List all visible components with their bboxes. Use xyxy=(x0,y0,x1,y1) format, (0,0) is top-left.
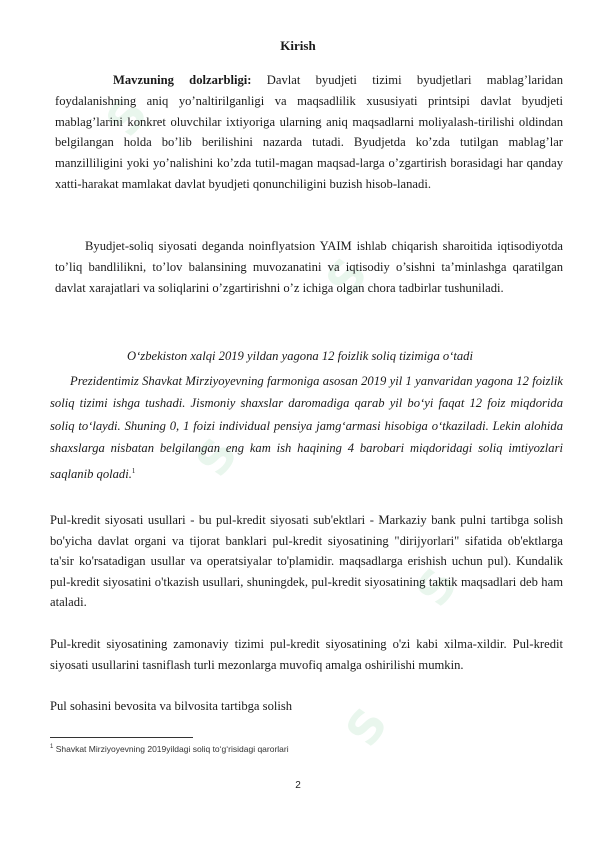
watermark-logo: S xyxy=(314,247,379,307)
watermark-logo: S xyxy=(334,697,399,757)
quote-text: Prezidentimiz Shavkat Mirziyoyevning farmoniga asosan 2019 yil 1 yanvaridan yagona 12 foizlik soliq tizimi ishga tushadi. Jismoniy shaxslar daromadiga qarab yil bo‘yi faqat 12 foiz miqdorida soliq to‘laydi. Shuning 0, 1 foizi individual pensiya jamg‘armasi hisobiga o‘tkaziladi. Lekin alohida shaxslarga nisbatan belgilangan eng kam ish haqining 4 barobari miqdoridagi soliq imtiyozlari saqlanib qoladi. xyxy=(50,374,563,481)
intro-paragraph xyxy=(55,70,563,195)
paragraph-monetary-system: Pul-kredit siyosatining zamonaviy tizimi pul-kredit siyosatining o'zi kabi xilma-xildir. Pul-kredit siyosati usullarini tasniflash turli mezonlarga muvofiq amalga oshirilishi mumkin. xyxy=(50,637,563,672)
paragraph-monetary-methods: Pul-kredit siyosati usullari - bu pul-kredit siyosati sub'ektlari - Markaziy bank pulni tartibga solish bo'yicha davlat organi va tijorat banklari pul-kredit siyosatining "dirijyorlari" sifatida ob'ektlarga ta'sir ko'rsatadigan usullar va operatsiyalar to'plamidir. maqsadlarga erishish uchun pul). Kundalik pul-kredit siyosatini o'tkazish usullari, shuningdek, pul-kredit siyosatining taktik maqsadlari deb ham ataladi. xyxy=(50,513,563,610)
footnote-marker: 1 xyxy=(50,744,54,751)
intro-text: Davlat byudjeti tizimi byudjetlari mablag’laridan foydalanishning aniq yo’naltirilganligi va maqsadlilik xususiyati printsipi davlat byudjeti mablag’larini konkret oluvchilar ixtiyoriga ularning aniq maqsadlarni moliyalash-tirilishi oldindan belgilangan holda bo’lib berilishini nazarda tutadi. Byudjetda ko’zda tutilgan mablag’lar manzilliligini yoki yo’nalishini ko’zda tutil-magan maqsad-larga o’zgartirish borasidagi har qanday xatti-harakat mamlakat davlat byudjeti qonunchiligini buzish hisob-lanadi. xyxy=(55,73,563,191)
paragraph-regulation: Pul sohasini bevosita va bilvosita tartibga solish xyxy=(50,699,293,713)
watermark-logo: S xyxy=(404,557,469,617)
watermark-logo: S xyxy=(94,87,159,147)
watermark-logo: S xyxy=(184,427,249,487)
quote-title: O‘zbekiston xalqi 2019 yildan yagona 12 foizlik soliq tizimiga o‘tadi xyxy=(127,349,473,363)
footnote-reference[interactable]: 1 xyxy=(131,466,136,475)
quote-paragraph xyxy=(50,370,563,485)
intro-label: Mavzuning dolzarbligi: xyxy=(113,73,252,87)
footnote-divider xyxy=(50,737,193,738)
footnote-text: Shavkat Mirziyoyevning 2019yildagi soliq to‘g‘risidagi qarorlari xyxy=(53,744,289,754)
paragraph-budget-tax-policy: Byudjet-soliq siyosati deganda noinflyatsion YAIM ishlab chiqarish sharoitida iqtisodiyotda to’liq bandlilikni, to’lov balansining muvozanatini va iqtisodiy o’sishni ta’minlashga qaratilgan davlat xarajatlari va soliqlarini o’zgartirishni o’z ichiga olgan chora tadbirlar tushuniladi. xyxy=(55,239,563,295)
page-title: Kirish xyxy=(280,38,316,53)
footnote xyxy=(50,744,289,754)
page-number: 2 xyxy=(295,780,301,791)
